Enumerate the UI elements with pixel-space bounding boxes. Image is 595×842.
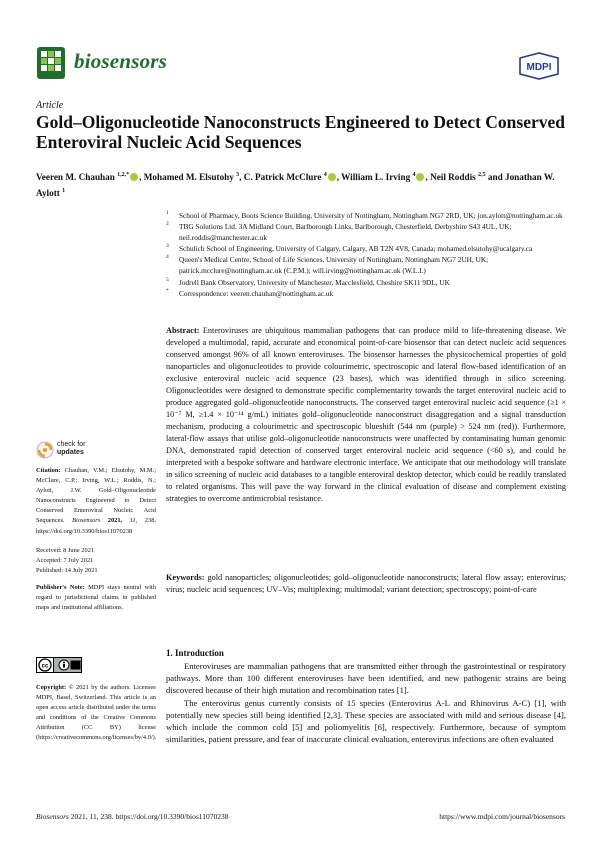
publisher-note	[36, 583, 156, 613]
journal-name: biosensors	[74, 49, 168, 73]
orcid-icon[interactable]	[416, 173, 424, 181]
svg-text:cc: cc	[41, 663, 49, 670]
author-name: Mohamed M. Elsutohy $^3$	[143, 172, 240, 183]
author-name: William L. Irving $^4$	[341, 172, 425, 182]
footer-citation	[36, 812, 228, 821]
author-name: Neil Roddis $^{2,5}$	[430, 172, 486, 183]
mdpi-logo-text: MDPI	[526, 62, 552, 73]
affiliation-item: 3 Schulich School of Engineering, University of Calgary, Calgary, AB T2N 4V8, Canada; mohamed.elsutohy@ucalgary.ca	[166, 243, 533, 254]
check-for-updates-link[interactable]	[57, 441, 85, 457]
journal-logo-icon	[36, 46, 66, 80]
citation-doi[interactable]: 238. https://doi.org/10.3390/bios11070238	[36, 517, 156, 535]
abstract-label: Abstract:	[166, 326, 200, 335]
mdpi-logo-icon	[516, 52, 562, 80]
orcid-icon[interactable]	[130, 173, 138, 181]
copyright-text: © 2021 by the authors. Licensee MDPI, Basel, Switzerland. This article is an open access article distributed under the terms and conditions of the Creative Commons Attribution (CC BY) license (https://creativecommons.org/licenses/by/4.0/).	[36, 684, 157, 742]
abstract	[166, 325, 566, 505]
body-paragraph: The enterovirus genus currently consists of 15 species (Enterovirus A-L and Rhinovirus A-C) [1], with potentially new species still being identified [2,3]. These species are associated with mild and serious disease [4], which include the common cold [5] and poliomyelitis [6], respectively. Furthermore, because of symptom similarities, patient pressure, and fear of inaccurate clinical evaluation, enterovirus infections are often evaluated	[166, 697, 566, 745]
copyright-block	[36, 683, 156, 744]
citation-year: 2021,	[107, 517, 123, 525]
citation-block	[36, 466, 156, 537]
check-for-updates-icon[interactable]	[36, 441, 54, 459]
abstract-text: Enteroviruses are ubiquitous mammalian pathogens that can produce mild to life-threatening disease. We developed a multimodal, rapid, accurate and economical point-of-care biosensor that can detect nucleic acid sequences conserved amongst 96% of all known enteroviruses. The biosensor harnesses the physicochemical properties of gold nanoparticles and oligonucleotides to provide colourimetric, spectroscopic and lateral flow-based identification of an exclusive enteroviral nucleic acid sequence (23 bases), which was identified through in silico screening. Oligonucleotides were designed to demonstrate specific complementarity towards the target enteroviral nucleic acid to produce aggregated gold–oligonucleotide nanoconstructs. The conserved target enteroviral nucleic acid sequence (≥1 × 10⁻⁷ M, ≥1.4 × 10⁻¹⁴ g/mL) initiates gold–oligonucleotide nanoconstruct disaggregation and a signal transduction mechanism, producing a colourimetric and spectroscopic blueshift (544 nm (purple) > 524 nm (red)). Furthermore, lateral-flow assays that utilise gold–oligonucleotide nanoconstructs were unaffected by contaminating human genomic DNA, demonstrated rapid detection of conserved target enteroviral nucleic acid sequence (<60 s), and could be interpreted with a bespoke software and hardware electronic interface. We anticipate that our methodology will translate in silico screening of nucleic acid databases to a tangible enteroviral desktop detector, which could be readily translated to related organisms. This will pave the way forward in the clinical evaluation of disease and complement existing strategies to overcome antimicrobial resistance.	[166, 326, 567, 503]
keywords	[166, 572, 566, 596]
citation-label: Citation:	[36, 467, 61, 474]
dates-block	[36, 546, 156, 576]
check-updates-line2: updates	[57, 449, 84, 456]
keywords-text: gold nanoparticles; oligonucleotides; gold–oligonucleotide nanoconstructs; lateral flow assay; enterovirus; virus; nucleic acid sequences; UV–Vis; multiplexing; multimodal; variant detection; spectroscopy; point-of-care	[166, 573, 566, 594]
author-name: Veeren M. Chauhan $^{1,2,*}$	[36, 172, 139, 182]
affiliation-item: 5 Jodrell Bank Observatory, University of Manchester, Macclesfield, Cheshire SK11 9DL, UK	[166, 276, 450, 287]
footer-doi-link[interactable]: https://doi.org/10.3390/bios11070238	[115, 812, 229, 821]
footer-year-vol: 2021, 11, 238.	[70, 812, 114, 821]
received-date: Received: 8 June 2021	[36, 547, 95, 554]
citation-text: Chauhan, V.M.; Elsutohy, M.M.; McClure, C.P.; Irving, W.L.; Roddis, N.; Aylott, J.W. Gold–Oligonucleotide Nanoconstructs Engineered to Detect Conserved Enteroviral Nucleic Acid Sequences.	[36, 467, 156, 525]
affiliation-item: * Correspondence: veeren.chauhan@nottingham.ac.uk	[166, 287, 334, 298]
cc-by-license-icon[interactable]	[36, 657, 82, 673]
author-list: Veeren M. Chauhan $^{1,2,*}$ , Mohamed M. Elsutohy $^3$, C. Patrick McClure $^4$ , William L. Irving $^4$ , Neil Roddis $^{2,5}$ and Jonathan W. Aylott $^1$	[36, 172, 555, 199]
footer-journal: Biosensors	[36, 812, 69, 821]
accepted-date: Accepted: 7 July 2021	[36, 557, 94, 565]
citation-journal: Biosensors	[72, 517, 101, 525]
article-title: Gold–Oligonucleotide Nanoconstructs Engineered to Detect Conserved Enteroviral Nucleic Acid Sequences	[36, 112, 566, 152]
body-paragraph: Enteroviruses are mammalian pathogens that are transmitted either through the gastrointestinal or respiratory pathways. More than 100 different enteroviruses have been identified, and new pathogenic strains are being discovered because of their high mutation and recombination rates [1].	[166, 661, 566, 696]
author-name: Jonathan W. Aylott $^1$	[36, 172, 555, 199]
affiliation-item: 4 Queen's Medical Centre, School of Life Sciences, University of Nottingham, Nottingham NG7 2UH, UK; patrick.mcclure@nottingham.ac.uk (C.P.M.); will.irving@nottingham.ac.uk (W.L.I.)	[166, 254, 489, 276]
keywords-label: Keywords:	[166, 573, 205, 582]
publisher-note-text: MDPI stays neutral with regard to jurisdictional claims in published maps and institutional affiliations.	[36, 584, 156, 612]
check-updates-line1: check for	[57, 441, 86, 448]
introduction-body	[166, 660, 566, 745]
orcid-icon[interactable]	[328, 173, 336, 181]
author-name: C. Patrick McClure $^4$	[244, 172, 337, 182]
citation-volume: 11,	[129, 517, 138, 525]
affiliation-item: 1 School of Pharmacy, Boots Science Building, University of Nottingham, Nottingham NG7 2RD, UK; jon.aylott@nottingham.ac.uk	[166, 210, 563, 220]
affiliation-list	[166, 210, 566, 299]
section-heading: 1. Introduction	[166, 648, 224, 658]
article-type: Article	[36, 100, 64, 111]
copyright-label: Copyright:	[36, 684, 67, 691]
footer-journal-url[interactable]: https://www.mdpi.com/journal/biosensors	[439, 812, 565, 821]
publisher-note-label: Publisher's Note:	[36, 584, 85, 591]
affiliation-item: 2 TBG Solutions Ltd. 3A Midland Court, Barlborough Links, Barlborough, Chesterfield, Derbyshire S43 4UL, UK; neil.roddis@manchester.ac.uk	[166, 221, 512, 243]
published-date: Published: 14 July 2021	[36, 567, 98, 575]
